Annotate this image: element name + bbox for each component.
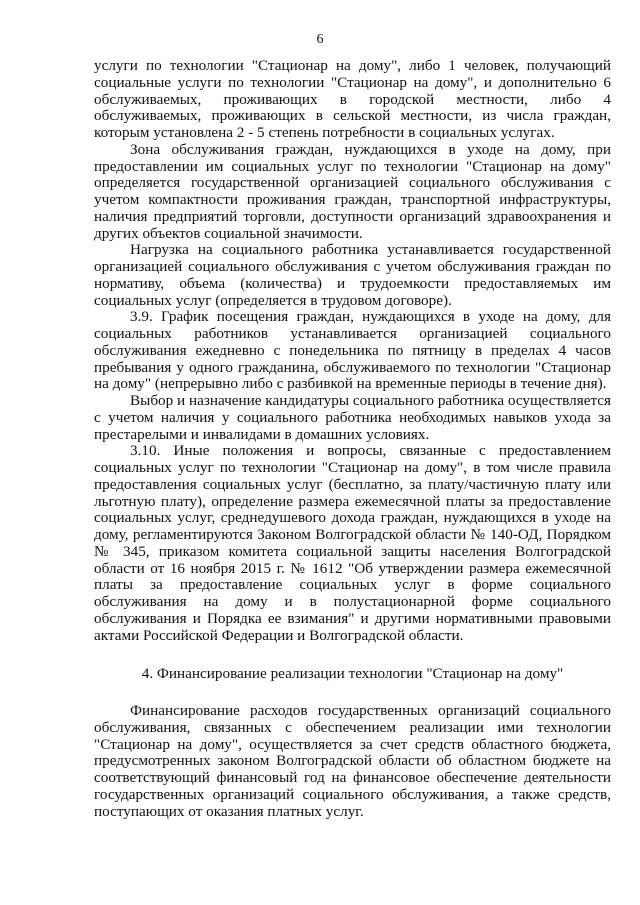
page-number: 6 [316, 32, 324, 47]
paragraph-financing: Финансирование расходов государственных организаций социального обслуживания, связанных с обеспечением реализации ими технологии "Стационар на дому", осуществляется за счет средств областного бюджета, предусмотренных законом Волгоградской области об областном бюджете на соответствующий финансовый год на финансовое обеспечение деятельности государственных организаций социального обслуживания, а также средств, поступающих от оказания платных услуг. [94, 702, 611, 820]
document-body [94, 58, 611, 820]
paragraph-worker-selection: Выбор и назначение кандидатуры социального работника осуществляется с учетом наличия у социального работника необходимых навыков ухода за престарелыми и инвалидами в домашних условиях. [94, 392, 611, 443]
paragraph-3-10-other-provisions: 3.10. Иные положения и вопросы, связанные с предоставлением социальных услуг по технологии "Стационар на дому", в том числе правила предоставления социальных услуг (бесплатно, за плату/частичную плату или льготную плату), определение размера ежемесячной платы за предоставление социальных услуг, среднедушевого дохода граждан, нуждающихся в уходе на дому, регламентируются Законом Волгоградской области № 140-ОД, Порядком № 345, приказом комитета социальной защиты населения Волгоградской области от 16 ноября 2015 г. № 1612 "Об утверждении размера ежемесячной платы за предоставление социальных услуг в форме социального обслуживания на дому и в полустационарной форме социального обслуживания и Порядка ее взимания" и другими нормативными правовыми актами Российской Федерации и Волгоградской области. [94, 442, 611, 644]
paragraph-service-zone: Зона обслуживания граждан, нуждающихся в уходе на дому, при предоставлении им социальных услуг по технологии "Стационар на дому" определяется государственной организацией социального обслуживания с учетом компактности проживания граждан, транспортной инфраструктуры, наличия предприятий торговли, доступности организаций здравоохранения и других объектов социальной значимости. [94, 140, 611, 242]
paragraph-workload: Нагрузка на социального работника устанавливается государственной организацией социального обслуживания с учетом обслуживания граждан по нормативу, объема (количества) и трудоемкости предоставляемых им социальных услуг (определяется в трудовом договоре). [94, 241, 611, 309]
paragraph-3-9-schedule: 3.9. График посещения граждан, нуждающихся в уходе на дому, для социальных работников устанавливается организацией социального обслуживания ежедневно с понедельника по пятницу в пределах 4 часов пребывания у одного гражданина, обслуживаемого по технологии "Стационар на дому" (непрерывно либо с разбивкой на временные периоды в течение дня). [94, 308, 611, 393]
section-heading-financing: 4. Финансирование реализации технологии "Стационар на дому" [141, 665, 564, 683]
paragraph-continuation: услуги по технологии "Стационар на дому", либо 1 человек, получающий социальные услуги по технологии "Стационар на дому", и дополнительно 6 обслуживаемых, проживающих в городской местности, либо 4 обслуживаемых, проживающих в сельской местности, из числа граждан, которым установлена 2 - 5 степень потребности в социальных услугах. [94, 57, 611, 141]
